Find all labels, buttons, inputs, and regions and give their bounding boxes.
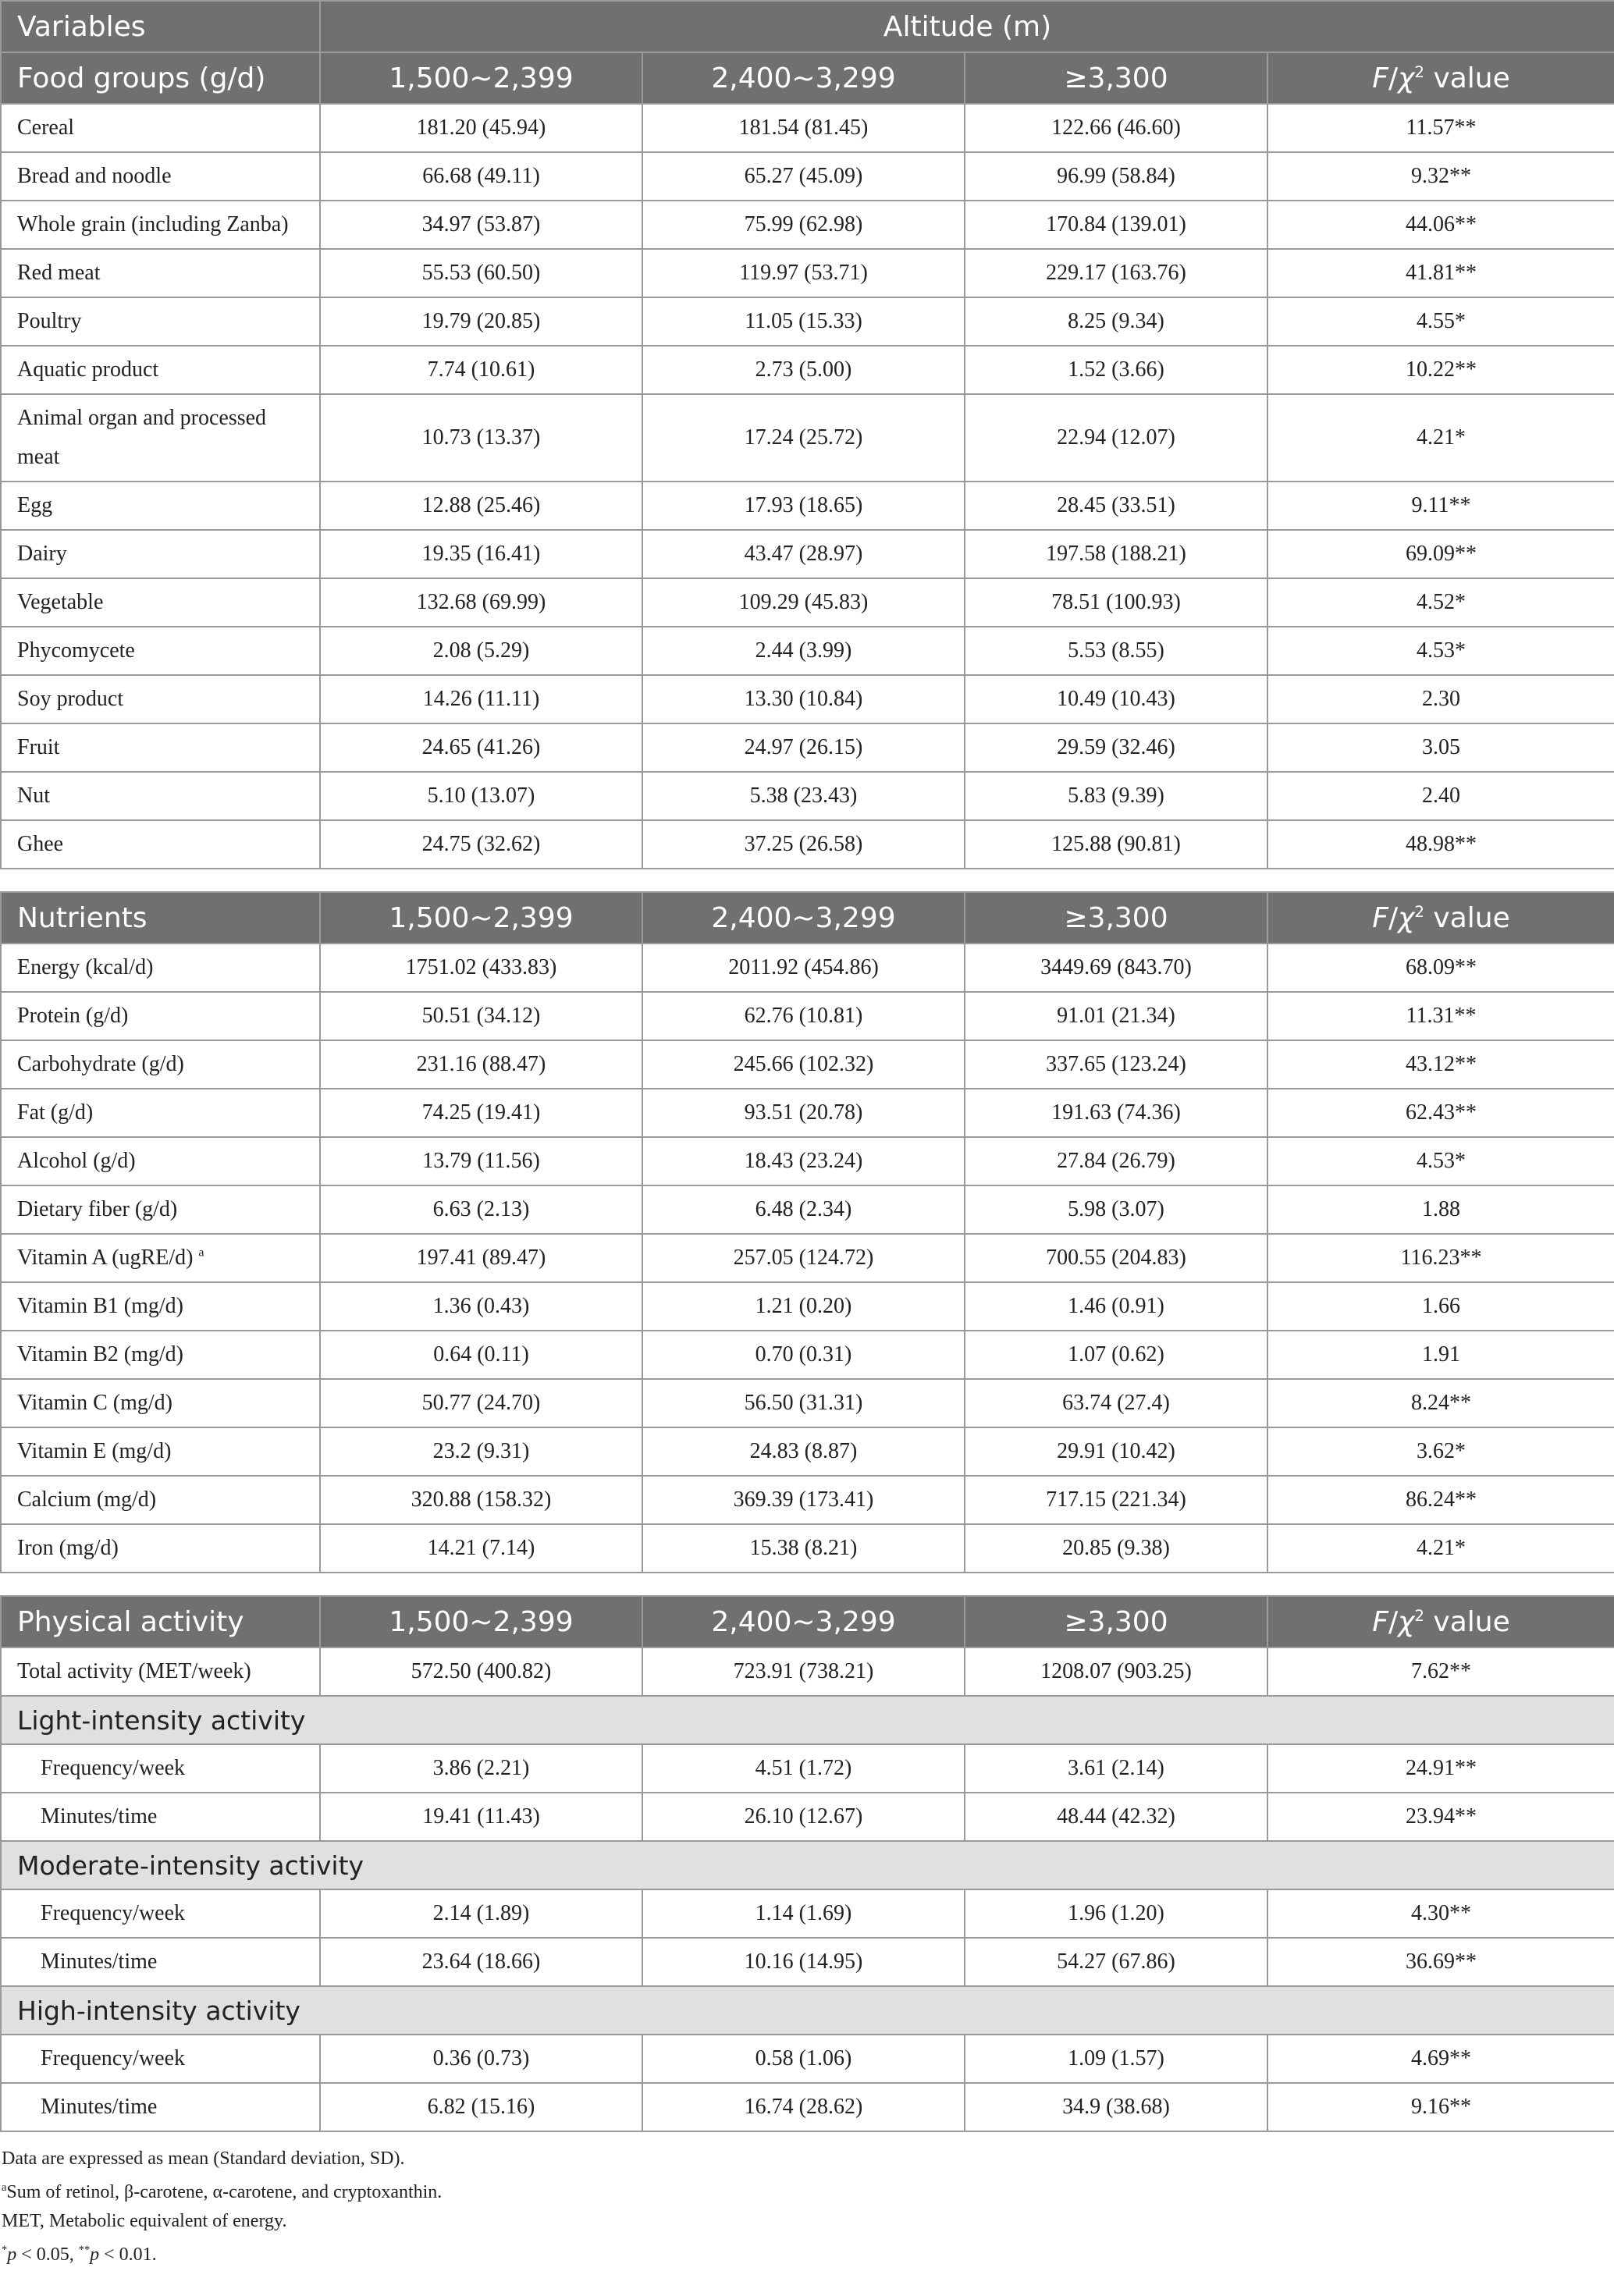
value-cell: 34.97 (53.87) — [320, 201, 642, 249]
value-cell: 170.84 (139.01) — [965, 201, 1267, 249]
table-row — [1, 394, 1614, 482]
value-cell: 10.49 (10.43) — [965, 675, 1267, 723]
value-cell: 119.97 (53.71) — [642, 249, 965, 297]
value-cell: 572.50 (400.82) — [320, 1647, 642, 1696]
altitude-column-header: ≥3,300 — [965, 892, 1267, 944]
value-cell: 5.83 (9.39) — [965, 772, 1267, 820]
stat-cell: 9.32** — [1267, 152, 1614, 201]
row-label: Aquatic product — [1, 346, 320, 394]
section-gap — [0, 869, 1614, 891]
value-cell: 96.99 (58.84) — [965, 152, 1267, 201]
value-cell: 1.52 (3.66) — [965, 346, 1267, 394]
value-cell: 27.84 (26.79) — [965, 1137, 1267, 1185]
stat-cell: 1.88 — [1267, 1185, 1614, 1234]
table-row — [1, 1185, 1614, 1234]
physical-activity-header-row — [1, 1596, 1614, 1647]
row-label: Cereal — [1, 104, 320, 152]
value-cell: 2011.92 (454.86) — [642, 944, 965, 992]
value-cell: 24.83 (8.87) — [642, 1427, 965, 1476]
value-cell: 109.29 (45.83) — [642, 578, 965, 627]
row-label: Fruit — [1, 723, 320, 772]
variables-header: Variables — [1, 1, 320, 52]
stat-cell: 4.30** — [1267, 1889, 1614, 1938]
value-cell: 65.27 (45.09) — [642, 152, 965, 201]
value-cell: 93.51 (20.78) — [642, 1089, 965, 1137]
value-cell: 5.53 (8.55) — [965, 627, 1267, 675]
row-label: Bread and noodle — [1, 152, 320, 201]
table-row — [1, 530, 1614, 578]
value-cell: 1.46 (0.91) — [965, 1282, 1267, 1331]
row-label: Dietary fiber (g/d) — [1, 1185, 320, 1234]
altitude-column-header: 1,500~2,399 — [320, 52, 642, 104]
value-cell: 66.68 (49.11) — [320, 152, 642, 201]
value-cell: 78.51 (100.93) — [965, 578, 1267, 627]
row-label: Minutes/time — [1, 2083, 320, 2131]
row-label: Phycomycete — [1, 627, 320, 675]
value-cell: 2.73 (5.00) — [642, 346, 965, 394]
activity-group-header — [1, 1696, 1614, 1744]
section-title: Food groups (g/d) — [1, 52, 320, 104]
value-cell: 3.86 (2.21) — [320, 1744, 642, 1793]
value-cell: 320.88 (158.32) — [320, 1476, 642, 1524]
nutrients-table — [0, 891, 1614, 1573]
value-cell: 24.97 (26.15) — [642, 723, 965, 772]
table-row — [1, 201, 1614, 249]
row-label: Vitamin C (mg/d) — [1, 1379, 320, 1427]
value-cell: 2.44 (3.99) — [642, 627, 965, 675]
value-cell: 717.15 (221.34) — [965, 1476, 1267, 1524]
value-cell: 17.24 (25.72) — [642, 394, 965, 482]
value-cell: 197.41 (89.47) — [320, 1234, 642, 1282]
stat-cell: 41.81** — [1267, 249, 1614, 297]
footnote-met: MET, Metabolic equivalent of energy. — [2, 2211, 287, 2231]
value-cell: 6.82 (15.16) — [320, 2083, 642, 2131]
value-cell: 14.26 (11.11) — [320, 675, 642, 723]
table-row — [1, 1889, 1614, 1938]
stat-cell: 4.21* — [1267, 394, 1614, 482]
value-cell: 3449.69 (843.70) — [965, 944, 1267, 992]
stat-cell: 23.94** — [1267, 1793, 1614, 1841]
table-row — [1, 675, 1614, 723]
table-row — [1, 1379, 1614, 1427]
value-cell: 14.21 (7.14) — [320, 1524, 642, 1573]
table-row — [1, 944, 1614, 992]
table-row — [1, 2035, 1614, 2083]
value-cell: 3.61 (2.14) — [965, 1744, 1267, 1793]
footnote-significance: *p < 0.05, **p < 0.01. — [2, 2244, 157, 2265]
table-row — [1, 1331, 1614, 1379]
stat-cell: 7.62** — [1267, 1647, 1614, 1696]
value-cell: 26.10 (12.67) — [642, 1793, 965, 1841]
stat-cell: 69.09** — [1267, 530, 1614, 578]
food-groups-header-row — [1, 52, 1614, 104]
value-cell: 2.08 (5.29) — [320, 627, 642, 675]
table-row — [1, 297, 1614, 346]
value-cell: 20.85 (9.38) — [965, 1524, 1267, 1573]
value-cell: 245.66 (102.32) — [642, 1040, 965, 1089]
value-cell: 29.59 (32.46) — [965, 723, 1267, 772]
row-label: Frequency/week — [1, 1744, 320, 1793]
value-cell: 1208.07 (903.25) — [965, 1647, 1267, 1696]
nutrients-header-row — [1, 892, 1614, 944]
title-row — [1, 1, 1614, 52]
value-cell: 13.30 (10.84) — [642, 675, 965, 723]
value-cell: 4.51 (1.72) — [642, 1744, 965, 1793]
stat-column-header: $F/\chi^2$ value — [1267, 892, 1614, 944]
value-cell: 700.55 (204.83) — [965, 1234, 1267, 1282]
value-cell: 0.58 (1.06) — [642, 2035, 965, 2083]
value-cell: 2.14 (1.89) — [320, 1889, 642, 1938]
table-row — [1, 249, 1614, 297]
value-cell: 5.98 (3.07) — [965, 1185, 1267, 1234]
value-cell: 132.68 (69.99) — [320, 578, 642, 627]
table-row — [1, 1938, 1614, 1986]
table-row — [1, 482, 1614, 530]
value-cell: 181.54 (81.45) — [642, 104, 965, 152]
row-label: Poultry — [1, 297, 320, 346]
row-label: Nut — [1, 772, 320, 820]
value-cell: 229.17 (163.76) — [965, 249, 1267, 297]
table-row — [1, 1234, 1614, 1282]
table-row — [1, 1427, 1614, 1476]
row-label: Vegetable — [1, 578, 320, 627]
value-cell: 19.41 (11.43) — [320, 1793, 642, 1841]
value-cell: 56.50 (31.31) — [642, 1379, 965, 1427]
value-cell: 19.79 (20.85) — [320, 297, 642, 346]
row-label: Protein (g/d) — [1, 992, 320, 1040]
stat-cell: 10.22** — [1267, 346, 1614, 394]
value-cell: 125.88 (90.81) — [965, 820, 1267, 869]
value-cell: 17.93 (18.65) — [642, 482, 965, 530]
value-cell: 28.45 (33.51) — [965, 482, 1267, 530]
value-cell: 50.77 (24.70) — [320, 1379, 642, 1427]
row-label: Frequency/week — [1, 1889, 320, 1938]
row-label: Frequency/week — [1, 2035, 320, 2083]
value-cell: 231.16 (88.47) — [320, 1040, 642, 1089]
table-footnotes — [0, 2132, 1614, 2269]
stat-column-header: $F/\chi^2$ value — [1267, 52, 1614, 104]
row-label: Whole grain (including Zanba) — [1, 201, 320, 249]
stat-cell: 4.55* — [1267, 297, 1614, 346]
value-cell: 1.14 (1.69) — [642, 1889, 965, 1938]
table-row — [1, 1040, 1614, 1089]
table-row — [1, 1089, 1614, 1137]
value-cell: 48.44 (42.32) — [965, 1793, 1267, 1841]
row-label: Carbohydrate (g/d) — [1, 1040, 320, 1089]
footnote-data: Data are expressed as mean (Standard deviation, SD). — [2, 2149, 405, 2169]
value-cell: 1.09 (1.57) — [965, 2035, 1267, 2083]
altitude-column-header: 1,500~2,399 — [320, 892, 642, 944]
stat-cell: 86.24** — [1267, 1476, 1614, 1524]
value-cell: 22.94 (12.07) — [965, 394, 1267, 482]
row-label: Minutes/time — [1, 1938, 320, 1986]
row-label: Egg — [1, 482, 320, 530]
stat-cell: 1.66 — [1267, 1282, 1614, 1331]
value-cell: 10.73 (13.37) — [320, 394, 642, 482]
stat-cell: 4.21* — [1267, 1524, 1614, 1573]
table-row — [1, 772, 1614, 820]
value-cell: 37.25 (26.58) — [642, 820, 965, 869]
value-cell: 62.76 (10.81) — [642, 992, 965, 1040]
stat-cell: 116.23** — [1267, 1234, 1614, 1282]
value-cell: 723.91 (738.21) — [642, 1647, 965, 1696]
altitude-column-header: ≥3,300 — [965, 52, 1267, 104]
value-cell: 1.21 (0.20) — [642, 1282, 965, 1331]
table-row — [1, 820, 1614, 869]
value-cell: 24.75 (32.62) — [320, 820, 642, 869]
value-cell: 5.38 (23.43) — [642, 772, 965, 820]
stat-cell: 1.91 — [1267, 1331, 1614, 1379]
value-cell: 8.25 (9.34) — [965, 297, 1267, 346]
stat-column-header: $F/\chi^2$ value — [1267, 1596, 1614, 1647]
value-cell: 18.43 (23.24) — [642, 1137, 965, 1185]
row-label: Vitamin B2 (mg/d) — [1, 1331, 320, 1379]
row-label: Total activity (MET/week) — [1, 1647, 320, 1696]
activity-group-title: Moderate-intensity activity — [1, 1841, 1614, 1889]
stat-cell: 4.53* — [1267, 627, 1614, 675]
table-row — [1, 2083, 1614, 2131]
value-cell: 0.64 (0.11) — [320, 1331, 642, 1379]
stat-cell: 3.05 — [1267, 723, 1614, 772]
row-label: Soy product — [1, 675, 320, 723]
table-row — [1, 1647, 1614, 1696]
stat-cell: 4.52* — [1267, 578, 1614, 627]
value-cell: 15.38 (8.21) — [642, 1524, 965, 1573]
value-cell: 181.20 (45.94) — [320, 104, 642, 152]
altitude-column-header: 2,400~3,299 — [642, 892, 965, 944]
row-label: Red meat — [1, 249, 320, 297]
value-cell: 5.10 (13.07) — [320, 772, 642, 820]
value-cell: 1.07 (0.62) — [965, 1331, 1267, 1379]
stat-cell: 9.11** — [1267, 482, 1614, 530]
altitude-header: Altitude (m) — [320, 1, 1614, 52]
stat-cell: 4.53* — [1267, 1137, 1614, 1185]
value-cell: 337.65 (123.24) — [965, 1040, 1267, 1089]
table-row — [1, 1282, 1614, 1331]
physical-activity-table — [0, 1595, 1614, 2132]
section-title: Physical activity — [1, 1596, 320, 1647]
value-cell: 74.25 (19.41) — [320, 1089, 642, 1137]
value-cell: 1751.02 (433.83) — [320, 944, 642, 992]
stat-cell: 24.91** — [1267, 1744, 1614, 1793]
stat-cell: 8.24** — [1267, 1379, 1614, 1427]
value-cell: 54.27 (67.86) — [965, 1938, 1267, 1986]
value-cell: 12.88 (25.46) — [320, 482, 642, 530]
activity-group-title: Light-intensity activity — [1, 1696, 1614, 1744]
stat-cell: 36.69** — [1267, 1938, 1614, 1986]
activity-group-header — [1, 1986, 1614, 2035]
table-row — [1, 1476, 1614, 1524]
table-row — [1, 104, 1614, 152]
value-cell: 369.39 (173.41) — [642, 1476, 965, 1524]
altitude-column-header: 2,400~3,299 — [642, 1596, 965, 1647]
altitude-column-header: ≥3,300 — [965, 1596, 1267, 1647]
row-label: Ghee — [1, 820, 320, 869]
row-label: Vitamin E (mg/d) — [1, 1427, 320, 1476]
value-cell: 50.51 (34.12) — [320, 992, 642, 1040]
stat-cell: 48.98** — [1267, 820, 1614, 869]
row-label: Dairy — [1, 530, 320, 578]
stat-cell: 62.43** — [1267, 1089, 1614, 1137]
value-cell: 1.96 (1.20) — [965, 1889, 1267, 1938]
stat-cell: 68.09** — [1267, 944, 1614, 992]
value-cell: 23.64 (18.66) — [320, 1938, 642, 1986]
table-row — [1, 578, 1614, 627]
stat-cell: 44.06** — [1267, 201, 1614, 249]
stat-cell: 11.57** — [1267, 104, 1614, 152]
table-row — [1, 627, 1614, 675]
row-label: Vitamin B1 (mg/d) — [1, 1282, 320, 1331]
value-cell: 6.48 (2.34) — [642, 1185, 965, 1234]
value-cell: 43.47 (28.97) — [642, 530, 965, 578]
value-cell: 0.36 (0.73) — [320, 2035, 642, 2083]
value-cell: 13.79 (11.56) — [320, 1137, 642, 1185]
footnote-a: $^a$Sum of retinol, β-carotene, α-carotene, and cryptoxanthin. — [2, 2181, 443, 2202]
table-row — [1, 1744, 1614, 1793]
value-cell: 34.9 (38.68) — [965, 2083, 1267, 2131]
row-label: Iron (mg/d) — [1, 1524, 320, 1573]
table-row — [1, 1524, 1614, 1573]
value-cell: 257.05 (124.72) — [642, 1234, 965, 1282]
stat-cell: 2.40 — [1267, 772, 1614, 820]
table-row — [1, 346, 1614, 394]
stat-cell: 2.30 — [1267, 675, 1614, 723]
value-cell: 19.35 (16.41) — [320, 530, 642, 578]
row-label: Vitamin A (ugRE/d) $^a$ — [1, 1234, 320, 1282]
value-cell: 29.91 (10.42) — [965, 1427, 1267, 1476]
table-row — [1, 152, 1614, 201]
stat-cell: 11.31** — [1267, 992, 1614, 1040]
results-table — [0, 0, 1614, 869]
stat-cell: 3.62* — [1267, 1427, 1614, 1476]
table-row — [1, 723, 1614, 772]
value-cell: 1.36 (0.43) — [320, 1282, 642, 1331]
section-title: Nutrients — [1, 892, 320, 944]
value-cell: 23.2 (9.31) — [320, 1427, 642, 1476]
row-label: Energy (kcal/d) — [1, 944, 320, 992]
value-cell: 16.74 (28.62) — [642, 2083, 965, 2131]
section-gap — [0, 1573, 1614, 1595]
row-label: Minutes/time — [1, 1793, 320, 1841]
altitude-column-header: 2,400~3,299 — [642, 52, 965, 104]
table-row — [1, 1137, 1614, 1185]
value-cell: 122.66 (46.60) — [965, 104, 1267, 152]
altitude-column-header: 1,500~2,399 — [320, 1596, 642, 1647]
row-label: Calcium (mg/d) — [1, 1476, 320, 1524]
row-label: Alcohol (g/d) — [1, 1137, 320, 1185]
value-cell: 55.53 (60.50) — [320, 249, 642, 297]
value-cell: 0.70 (0.31) — [642, 1331, 965, 1379]
activity-group-title: High-intensity activity — [1, 1986, 1614, 2035]
row-label: Fat (g/d) — [1, 1089, 320, 1137]
value-cell: 91.01 (21.34) — [965, 992, 1267, 1040]
activity-group-header — [1, 1841, 1614, 1889]
value-cell: 63.74 (27.4) — [965, 1379, 1267, 1427]
stat-cell: 43.12** — [1267, 1040, 1614, 1089]
value-cell: 11.05 (15.33) — [642, 297, 965, 346]
value-cell: 24.65 (41.26) — [320, 723, 642, 772]
value-cell: 75.99 (62.98) — [642, 201, 965, 249]
stat-cell: 9.16** — [1267, 2083, 1614, 2131]
table-row — [1, 992, 1614, 1040]
value-cell: 6.63 (2.13) — [320, 1185, 642, 1234]
value-cell: 197.58 (188.21) — [965, 530, 1267, 578]
table-row — [1, 1793, 1614, 1841]
value-cell: 191.63 (74.36) — [965, 1089, 1267, 1137]
row-label: Animal organ and processed meat — [1, 394, 320, 482]
stat-cell: 4.69** — [1267, 2035, 1614, 2083]
value-cell: 10.16 (14.95) — [642, 1938, 965, 1986]
value-cell: 7.74 (10.61) — [320, 346, 642, 394]
